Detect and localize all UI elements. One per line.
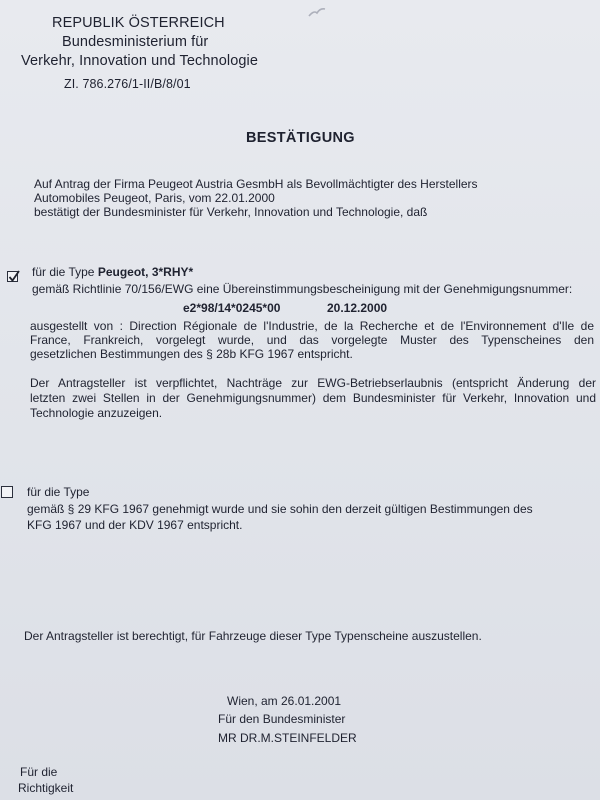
type-checkbox-2[interactable]	[1, 486, 13, 498]
for-minister: Für den Bundesminister	[218, 712, 346, 726]
ink-smudge	[308, 6, 326, 18]
header-ministry-name: Verkehr, Innovation und Technologie	[21, 53, 259, 69]
reference-number: ZI. 786.276/1-II/B/8/01	[64, 77, 191, 91]
intro-line-3: bestätigt der Bundesminister für Verkehr, Innovation und Technologie, daß	[34, 205, 428, 219]
section1-type-name: Peugeot, 3*RHY*	[97, 265, 194, 279]
section2-line-3: KFG 1967 und der KDV 1967 entspricht.	[27, 518, 243, 532]
issued-by-line-2: France, Frankreich, vorgelegt wurde, und das vorgelegte Muster des Typenscheines den	[30, 333, 594, 347]
obligation-line-3: Technologie anzuzeigen.	[30, 406, 163, 420]
section1-type-line	[32, 265, 193, 281]
intro-line-1: Auf Antrag der Firma Peugeot Austria GesmbH als Bevollmächtigter des Herstellers	[34, 177, 478, 191]
obligation-line-2: letzten zwei Stellen in der Genehmigungsnummer) dem Bundesminister für Verkehr, Innovation und	[30, 391, 596, 405]
section1-type-prefix: für die Type	[32, 265, 95, 279]
signatory-name: MR DR.M.STEINFELDER	[218, 731, 357, 745]
approval-date: 20.12.2000	[327, 301, 388, 315]
issued-by-line-1: ausgestellt von : Direction Régionale de l'Industrie, de la Recherche et de l'Environnement d'Ile de	[30, 319, 594, 333]
section1-directive-line: gemäß Richtlinie 70/156/EWG eine Übereinstimmungsbescheinigung mit der Genehmigungsnummer:	[32, 282, 573, 296]
type-checkbox-1[interactable]	[7, 271, 18, 282]
footer-line-1: Für die	[20, 765, 58, 779]
check-mark-icon	[7, 269, 21, 283]
document-title: BESTÄTIGUNG	[246, 130, 355, 146]
header-republic: REPUBLIK ÖSTERREICH	[52, 15, 225, 31]
issued-by-line-3: gesetzlichen Bestimmungen des § 28b KFG 1967 entspricht.	[30, 347, 353, 361]
section2-type-prefix: für die Type	[27, 485, 90, 499]
intro-line-2: Automobiles Peugeot, Paris, vom 22.01.2000	[34, 191, 275, 205]
header-ministry: Bundesministerium für	[62, 34, 209, 50]
approval-number: e2*98/14*0245*00	[183, 301, 281, 315]
place-date: Wien, am 26.01.2001	[227, 694, 342, 708]
section2-line-2: gemäß § 29 KFG 1967 genehmigt wurde und sie sohin den derzeit gültigen Bestimmungen des	[27, 502, 533, 516]
obligation-line-1: Der Antragsteller ist verpflichtet, Nachträge zur EWG-Betriebserlaubnis (entspricht Änderung der	[30, 376, 596, 390]
footer-line-2: Richtigkeit	[18, 781, 74, 795]
entitlement-statement: Der Antragsteller ist berechtigt, für Fahrzeuge dieser Type Typenscheine auszustellen.	[24, 629, 482, 643]
